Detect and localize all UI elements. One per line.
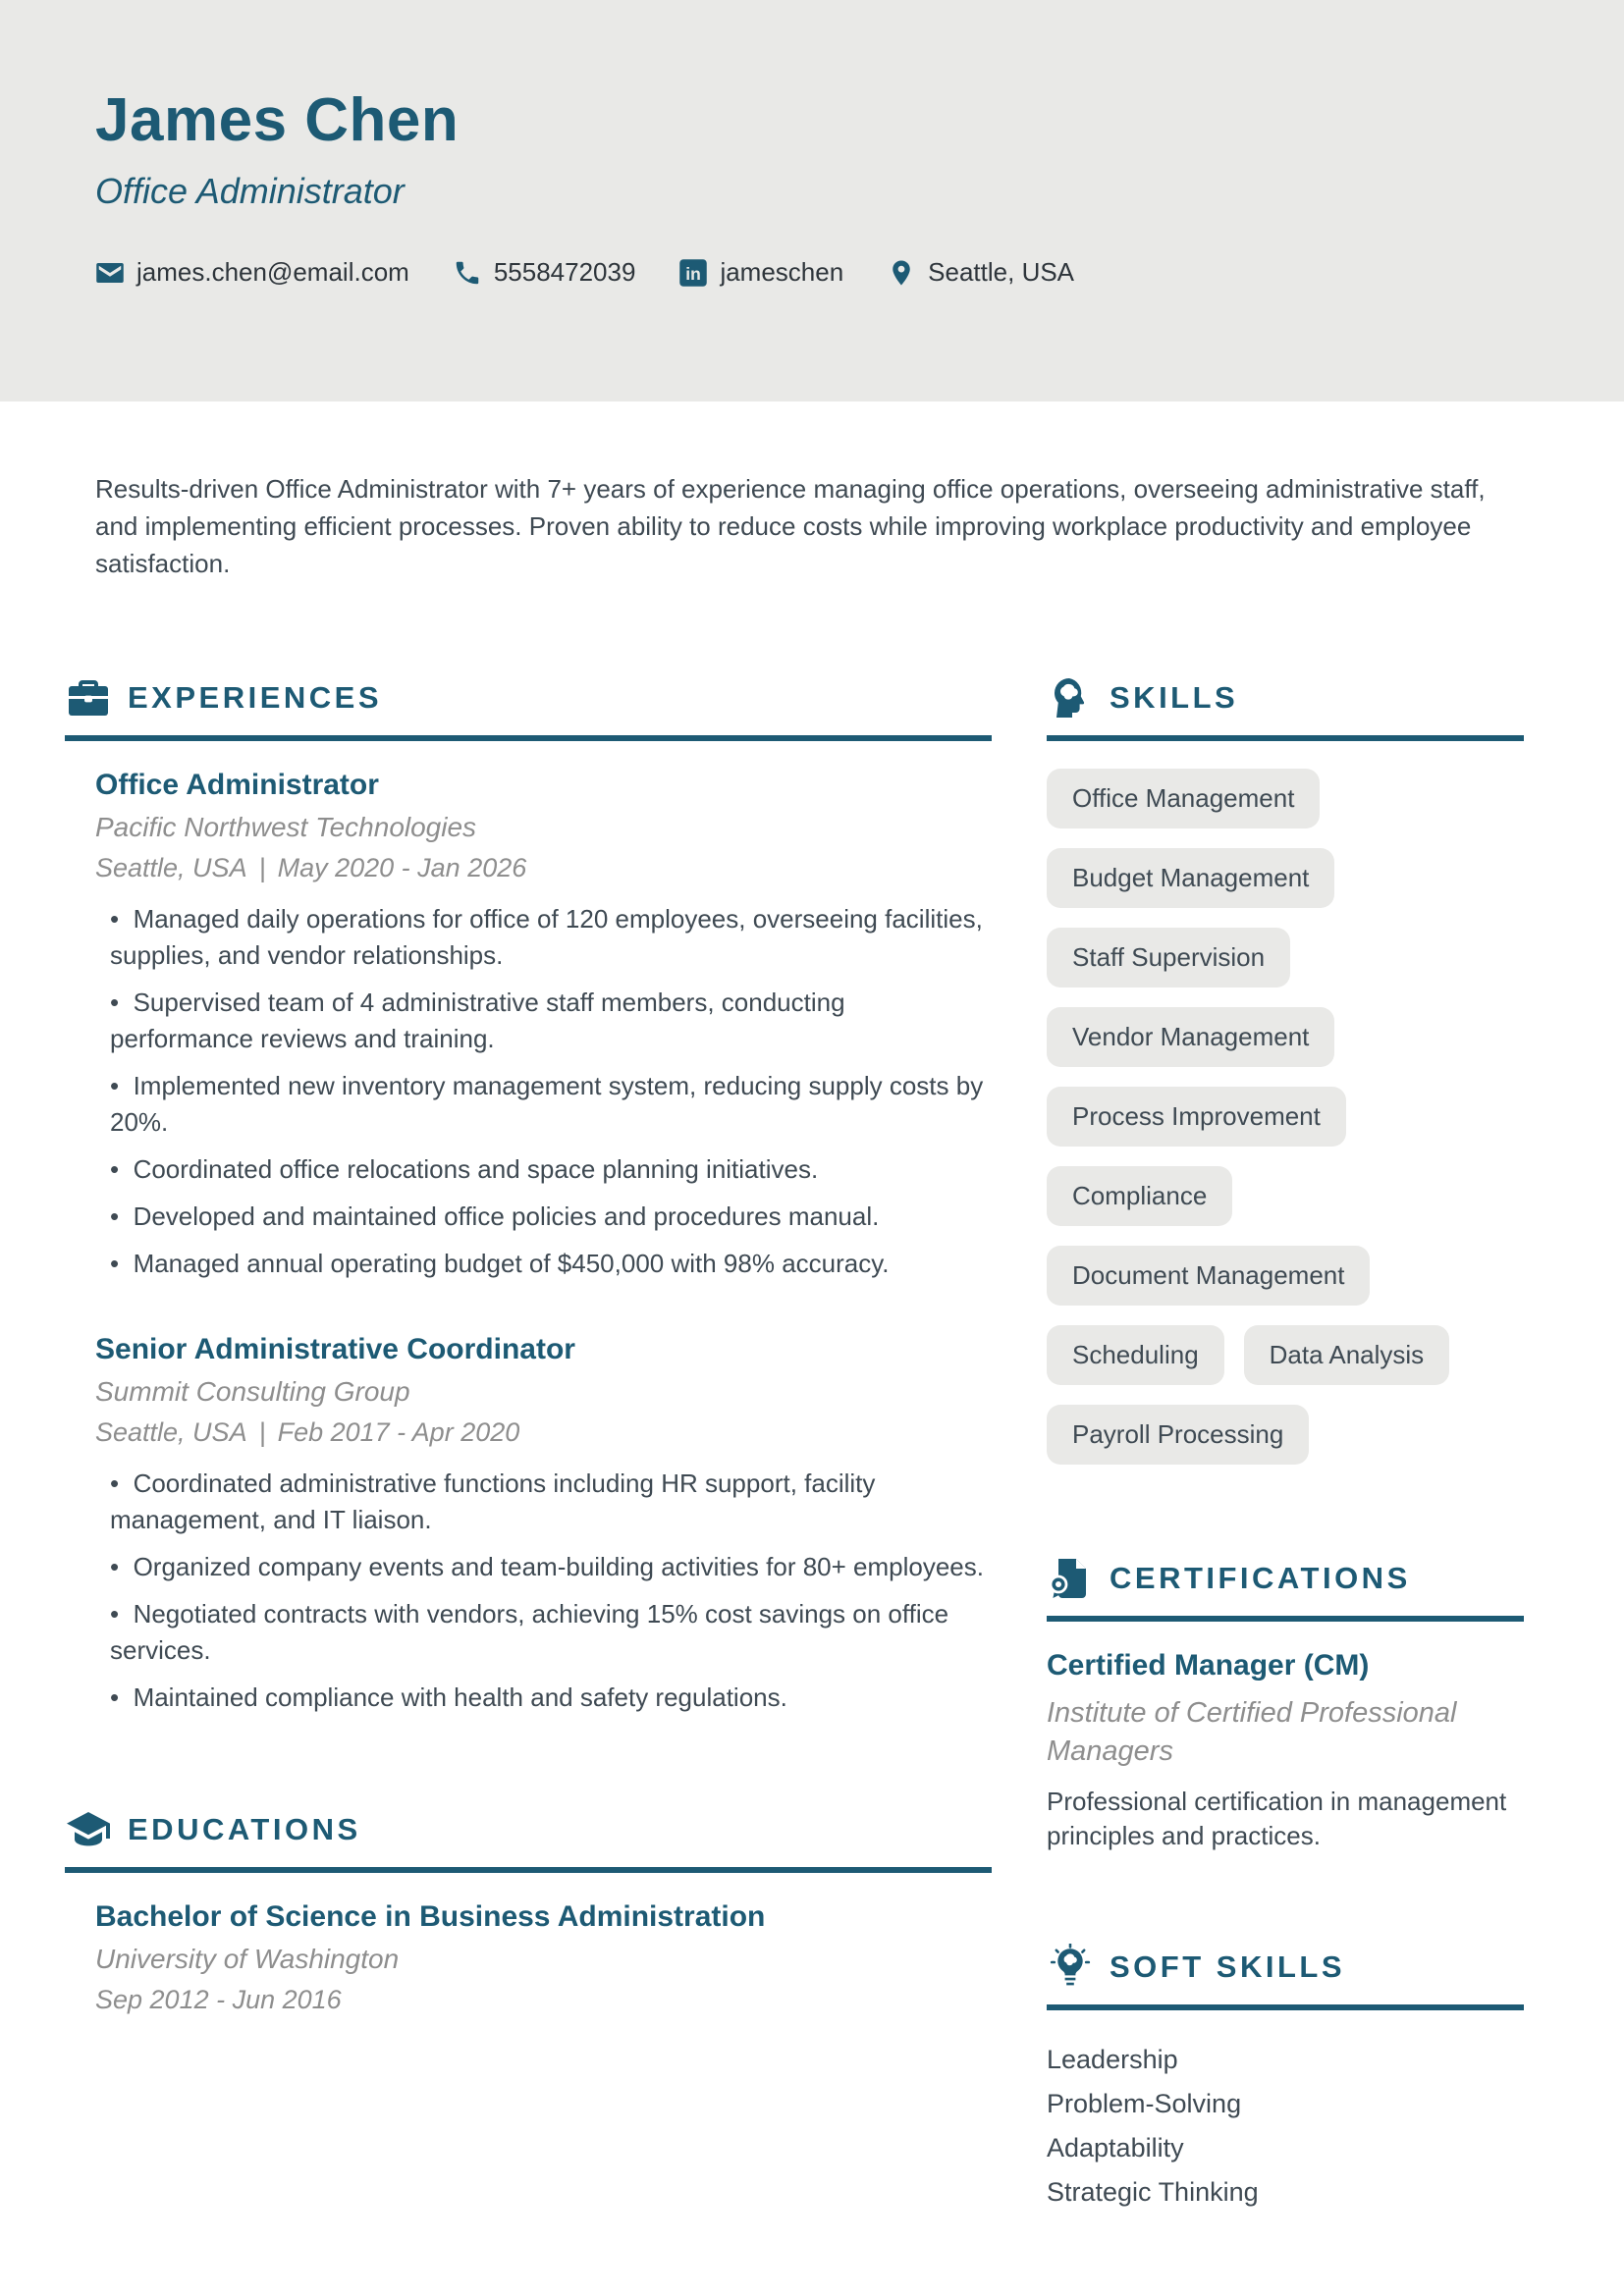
education-degree: Bachelor of Science in Business Administration [95,1900,766,1933]
soft-skills-section [1047,1944,1524,2215]
job-dates: Feb 2017 - Apr 2020 [277,1417,520,1447]
job-meta [95,853,992,883]
professional-summary: Results-driven Office Administrator with 7+ years of experience managing office operations, overseeing administrative staff, and implementing efficient processes. Proven ability to reduce costs while improving workplace productivity and employee satisfaction. [95,474,1486,578]
meta-separator: | [258,853,266,882]
job-title: Senior Administrative Coordinator [95,1333,575,1365]
experiences-header [65,674,992,741]
contact-linkedin [678,257,843,288]
job-bullet-list [110,901,992,1282]
soft-skills-title: SOFT SKILLS [1110,1949,1345,1984]
person-name: James Chen [95,86,460,154]
educations-header [65,1806,992,1873]
soft-skill-item: Adaptability [1047,2133,1184,2163]
right-column [1047,674,1524,2215]
job-bullet: • Coordinated office relocations and space planning initiatives. [110,1151,992,1188]
svg-text:in: in [685,263,702,284]
job-meta [95,1417,992,1448]
skill-pill: Process Improvement [1047,1087,1346,1147]
contact-phone-value: 5558472039 [493,257,636,287]
graduation-cap-icon [65,1806,112,1853]
educations-section [65,1806,992,2015]
certification-issuer: Institute of Certified Professional Managers [1047,1697,1457,1767]
linkedin-icon [678,258,708,288]
soft-skill-item: Strategic Thinking [1047,2177,1259,2207]
job-company: Pacific Northwest Technologies [95,812,477,842]
certificate-icon [1047,1555,1094,1602]
experiences-section [65,674,992,1716]
job-bullet: • Developed and maintained office policies and procedures manual. [110,1199,992,1235]
certification-description: Professional certification in management principles and practices. [1047,1787,1507,1850]
skills-section [1047,674,1524,1465]
contact-phone [453,257,636,288]
left-column [65,674,992,2015]
skill-pill: Data Analysis [1244,1325,1450,1385]
skill-pill: Payroll Processing [1047,1405,1309,1465]
skill-pill: Vendor Management [1047,1007,1334,1067]
skill-pill: Compliance [1047,1166,1232,1226]
contact-email-value: james.chen@email.com [136,257,409,287]
skill-pill: Document Management [1047,1246,1370,1306]
job-bullet: • Implemented new inventory management system, reducing supply costs by 20%. [110,1068,992,1141]
experiences-title: EXPERIENCES [128,680,383,715]
job-location: Seattle, USA [95,1417,247,1447]
skill-pill: Scheduling [1047,1325,1224,1385]
education-entry [95,1900,992,2015]
job-dates: May 2020 - Jan 2026 [277,853,527,882]
skill-pill: Budget Management [1047,848,1334,908]
briefcase-icon [65,674,112,721]
meta-separator: | [258,1417,266,1447]
certifications-section [1047,1555,1524,1853]
certification-name: Certified Manager (CM) [1047,1649,1370,1682]
job-bullet-list [110,1466,992,1716]
main-columns [65,674,1524,2215]
skill-pill: Staff Supervision [1047,928,1290,988]
certification-entry [1047,1649,1524,1853]
skills-title: SKILLS [1110,680,1239,715]
job-bullet: • Managed daily operations for office of 120 employees, overseeing facilities, supplies, and vendor relationships. [110,901,992,974]
header [0,0,1624,401]
job-title: Office Administrator [95,769,379,801]
contact-linkedin-value: jameschen [720,257,844,287]
skill-pill: Office Management [1047,769,1320,828]
envelope-icon [95,258,125,288]
soft-skills-list [1047,2038,1524,2215]
educations-title: EDUCATIONS [128,1812,361,1846]
phone-icon [453,258,482,288]
job-bullet: • Maintained compliance with health and safety regulations. [110,1680,992,1716]
job-bullet: • Negotiated contracts with vendors, achieving 15% cost savings on office services. [110,1596,992,1669]
job-bullet: • Supervised team of 4 administrative staff members, conducting performance reviews and training. [110,985,992,1057]
skills-pill-list [1047,769,1524,1465]
lightbulb-icon [1047,1944,1094,1991]
brain-head-icon [1047,674,1094,721]
contact-location-value: Seattle, USA [928,257,1075,287]
job-location: Seattle, USA [95,853,247,882]
job-bullet: • Managed annual operating budget of $450,000 with 98% accuracy. [110,1246,992,1282]
certifications-title: CERTIFICATIONS [1110,1561,1411,1595]
job-entry [95,769,992,1282]
soft-skills-header [1047,1944,1524,2010]
education-school: University of Washington [95,1944,400,1974]
job-bullet: • Coordinated administrative functions including HR support, facility management, and IT liaison. [110,1466,992,1538]
contact-email [95,257,409,288]
soft-skill-item: Leadership [1047,2045,1178,2074]
soft-skill-item: Problem-Solving [1047,2089,1242,2118]
contact-location [887,257,1074,288]
certifications-header [1047,1555,1524,1622]
education-dates: Sep 2012 - Jun 2016 [95,1985,342,2014]
location-pin-icon [887,258,916,288]
person-job-title: Office Administrator [95,171,405,211]
job-bullet: • Organized company events and team-building activities for 80+ employees. [110,1549,992,1585]
job-company: Summit Consulting Group [95,1376,410,1407]
job-entry [95,1333,992,1716]
skills-header [1047,674,1524,741]
contact-row [95,257,1529,288]
